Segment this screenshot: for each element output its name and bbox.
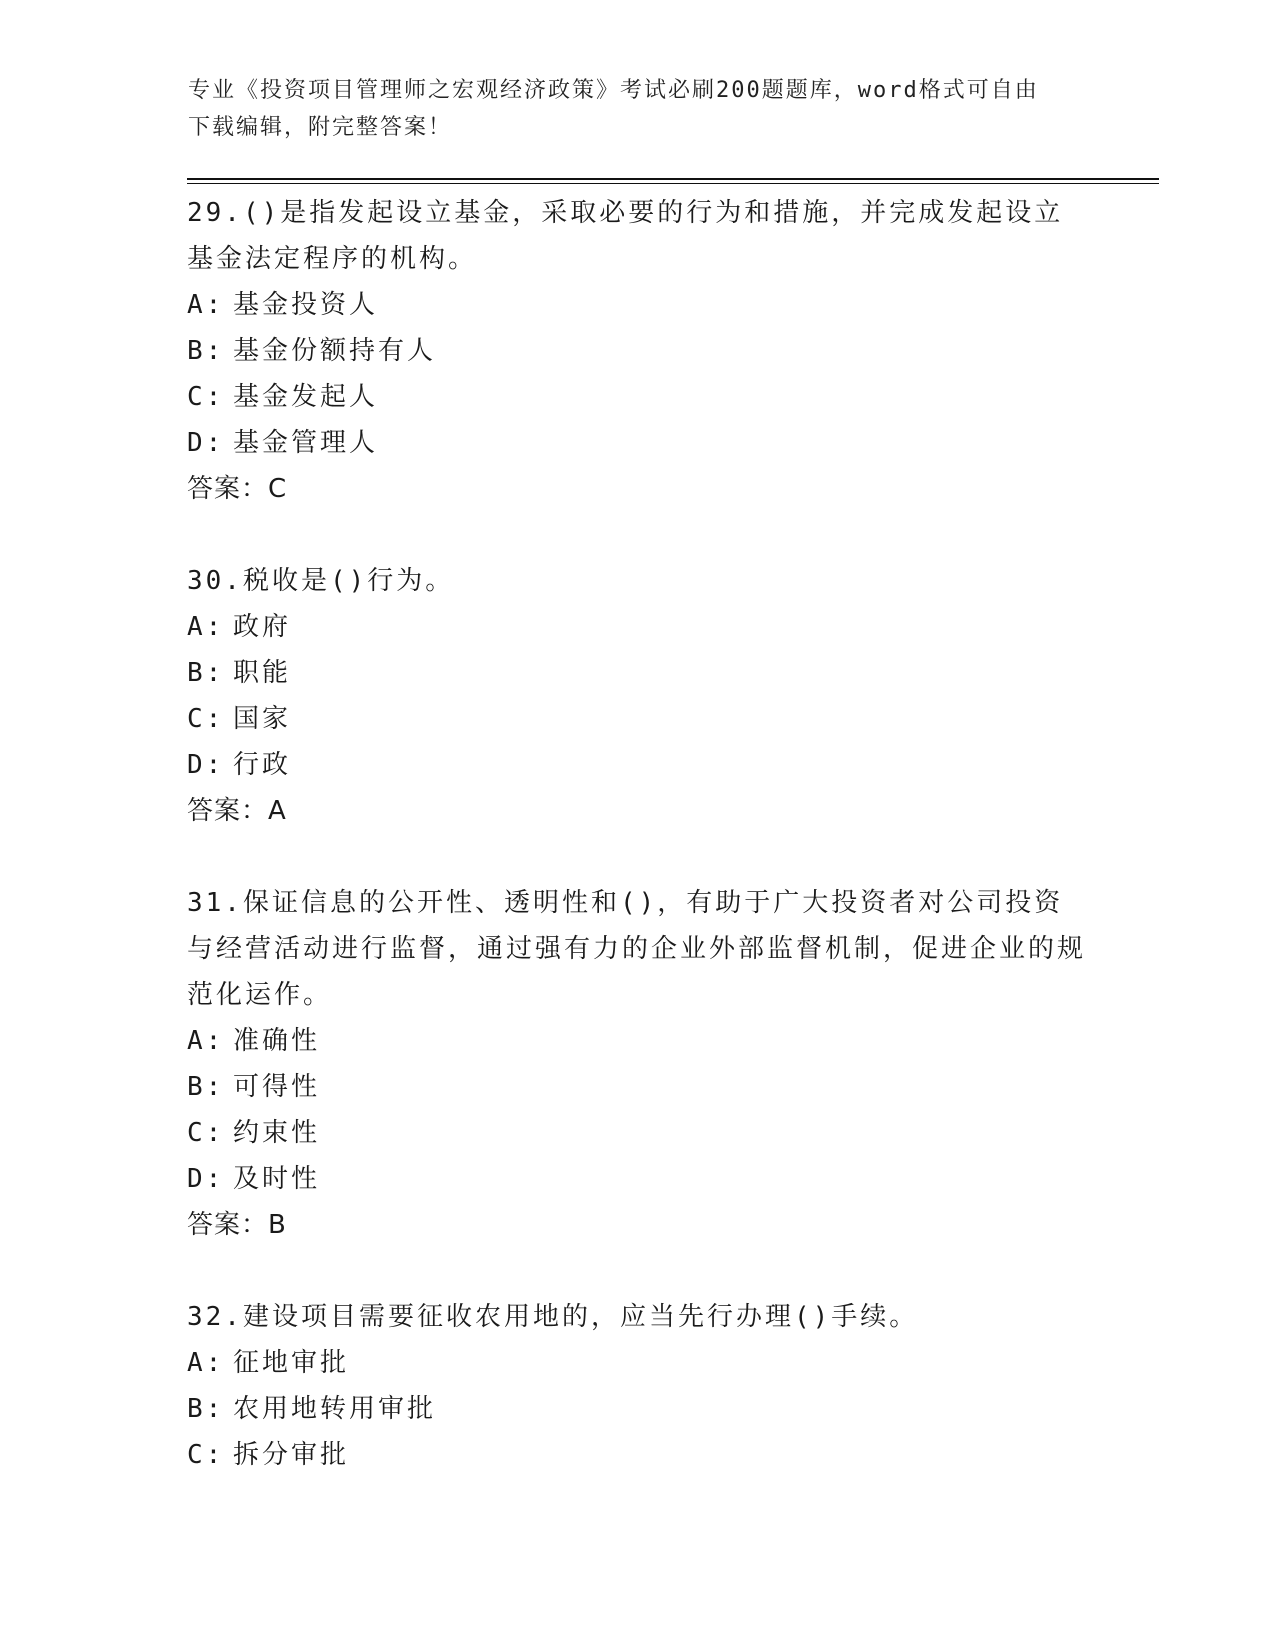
option-text: 约束性 xyxy=(233,1118,321,1148)
option-key: A: xyxy=(187,1348,225,1378)
option-key: C: xyxy=(187,1440,225,1470)
option-key: B: xyxy=(187,658,225,688)
option-text: 准确性 xyxy=(233,1026,321,1056)
option-key: D: xyxy=(187,1164,225,1194)
option-text: 政府 xyxy=(233,612,292,642)
option-key: A: xyxy=(187,612,225,642)
option-d xyxy=(187,420,1087,466)
option-a xyxy=(187,1018,1087,1064)
option-key: C: xyxy=(187,382,225,412)
option-c xyxy=(187,696,1087,742)
option-b xyxy=(187,1064,1087,1110)
option-b xyxy=(187,328,1087,374)
option-text: 基金投资人 xyxy=(233,290,379,320)
option-c xyxy=(187,374,1087,420)
option-c xyxy=(187,1110,1087,1156)
option-key: B: xyxy=(187,1394,225,1424)
option-key: D: xyxy=(187,428,225,458)
option-b xyxy=(187,1386,1087,1432)
option-key: A: xyxy=(187,1026,225,1056)
option-text: 基金份额持有人 xyxy=(233,336,437,366)
question-29 xyxy=(187,190,1087,512)
option-a xyxy=(187,1340,1087,1386)
option-a xyxy=(187,282,1087,328)
option-d xyxy=(187,1156,1087,1202)
question-stem: 31.保证信息的公开性、透明性和()，有助于广大投资者对公司投资与经营活动进行监督，通过强有力的企业外部监督机制，促进企业的规范化运作。 xyxy=(187,888,1087,1010)
option-a xyxy=(187,604,1087,650)
question-31 xyxy=(187,880,1087,1248)
answer-line: 答案：A xyxy=(187,796,287,826)
question-list xyxy=(187,190,1087,1524)
option-text: 及时性 xyxy=(233,1164,321,1194)
question-stem: 30.税收是()行为。 xyxy=(187,566,455,596)
question-stem: 29.()是指发起设立基金，采取必要的行为和措施，并完成发起设立基金法定程序的机构。 xyxy=(187,198,1064,274)
option-text: 基金发起人 xyxy=(233,382,379,412)
option-key: B: xyxy=(187,336,225,366)
header-divider-thick xyxy=(187,178,1159,180)
option-text: 国家 xyxy=(233,704,292,734)
option-d xyxy=(187,742,1087,788)
option-text: 基金管理人 xyxy=(233,428,379,458)
option-key: D: xyxy=(187,750,225,780)
option-text: 拆分审批 xyxy=(233,1440,350,1470)
option-key: A: xyxy=(187,290,225,320)
document-header xyxy=(188,72,1088,146)
option-key: B: xyxy=(187,1072,225,1102)
option-text: 农用地转用审批 xyxy=(233,1394,437,1424)
header-divider-thin xyxy=(187,183,1159,184)
option-text: 行政 xyxy=(233,750,292,780)
question-32 xyxy=(187,1294,1087,1478)
option-c xyxy=(187,1432,1087,1478)
header-line-1: 专业《投资项目管理师之宏观经济政策》考试必刷200题题库，word格式可自由 xyxy=(188,78,1039,103)
option-text: 可得性 xyxy=(233,1072,321,1102)
answer-line: 答案：C xyxy=(187,474,288,504)
option-b xyxy=(187,650,1087,696)
question-30 xyxy=(187,558,1087,834)
option-text: 职能 xyxy=(233,658,292,688)
option-text: 征地审批 xyxy=(233,1348,350,1378)
answer-line: 答案：B xyxy=(187,1210,287,1240)
question-stem: 32.建设项目需要征收农用地的，应当先行办理()手续。 xyxy=(187,1302,919,1332)
option-key: C: xyxy=(187,1118,225,1148)
header-line-2: 下载编辑，附完整答案！ xyxy=(188,115,453,140)
option-key: C: xyxy=(187,704,225,734)
